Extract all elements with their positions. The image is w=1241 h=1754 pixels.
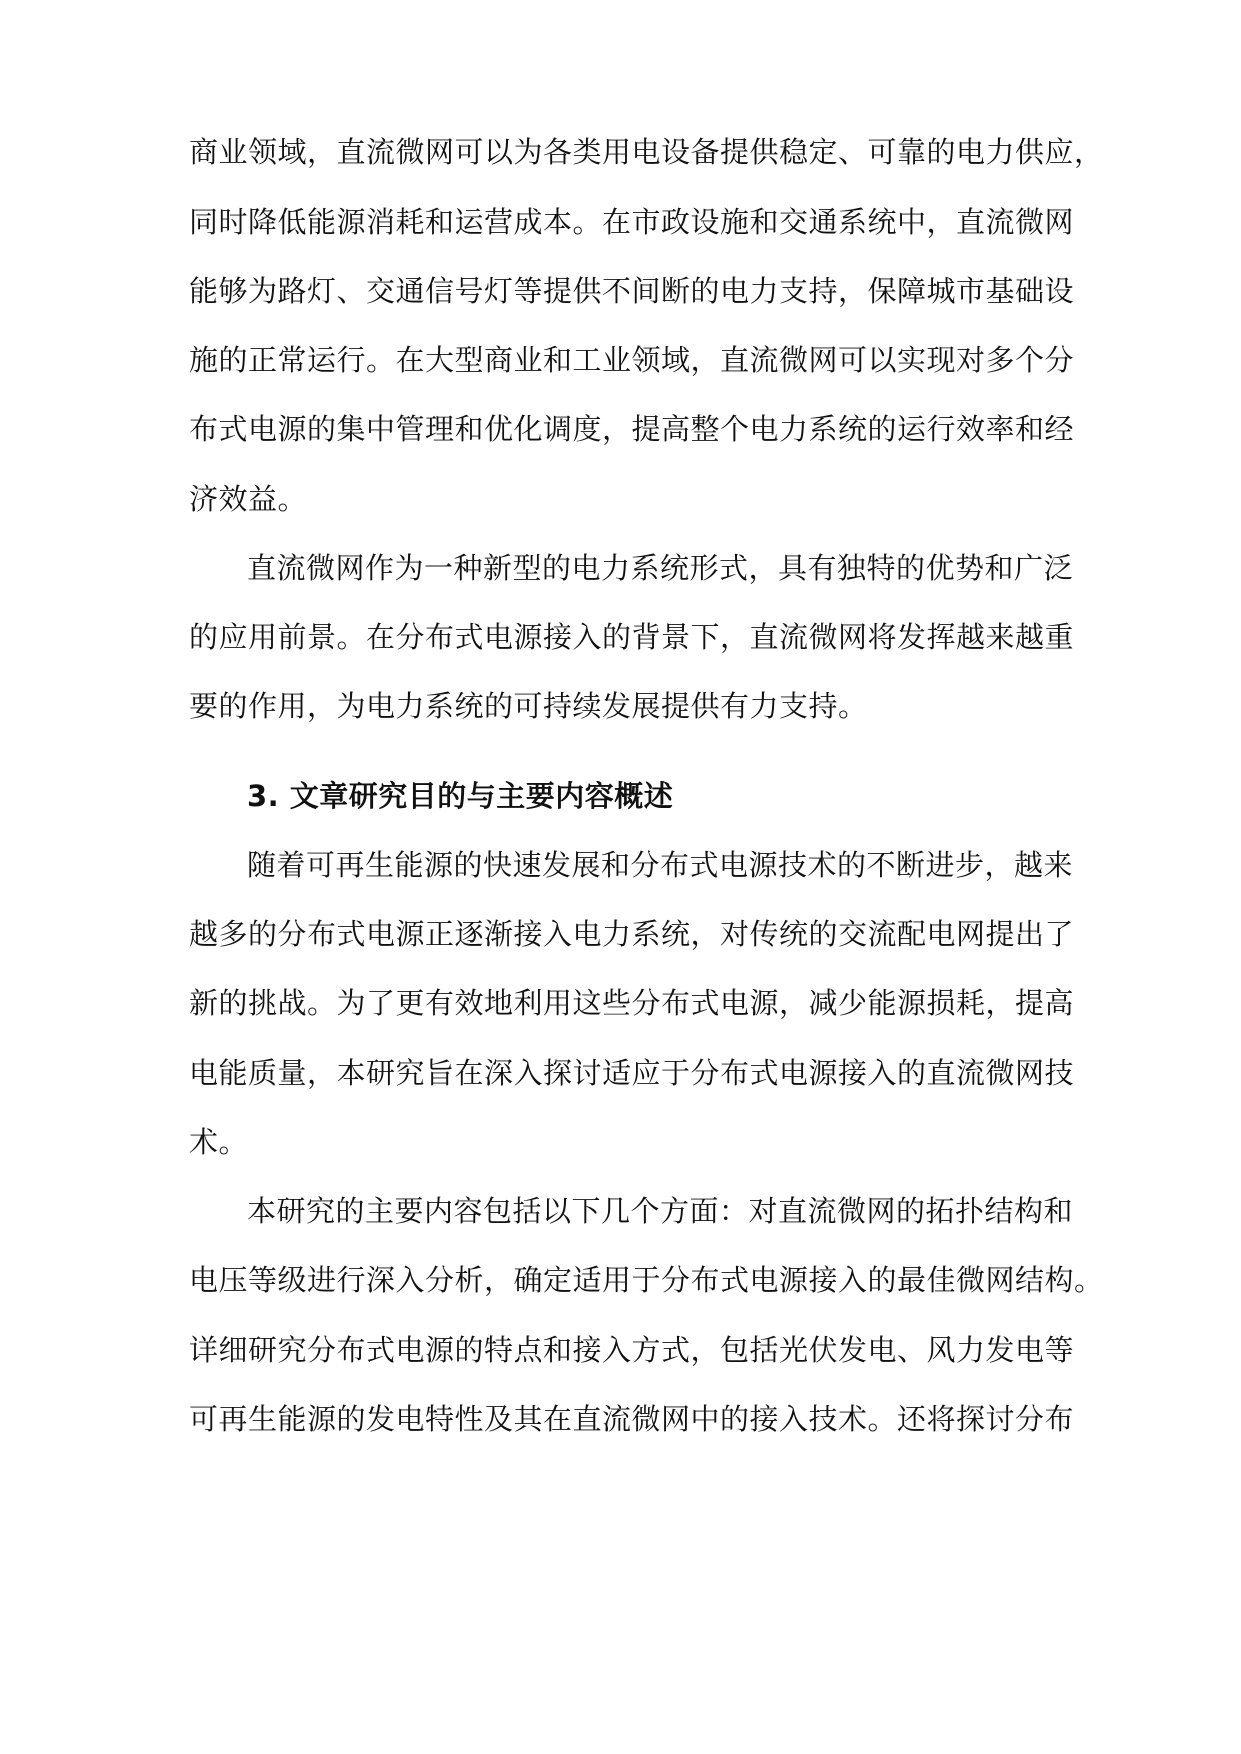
paragraph-line: 济效益。 xyxy=(189,482,308,516)
paragraph-line: 的应用前景。在分布式电源接入的背景下，直流微网将发挥越来越重 xyxy=(189,620,1075,654)
paragraph-line: 电能质量，本研究旨在深入探讨适应于分布式电源接入的直流微网技 xyxy=(189,1056,1075,1090)
paragraph-line: 越多的分布式电源正逐渐接入电力系统，对传统的交流配电网提出了 xyxy=(189,917,1075,951)
paragraph-line: 术。 xyxy=(189,1125,249,1159)
paragraph-line: 电压等级进行深入分析，确定适用于分布式电源接入的最佳微网结构。 xyxy=(189,1263,1104,1297)
paragraph-line: 同时降低能源消耗和运营成本。在市政设施和交通系统中，直流微网 xyxy=(189,205,1075,239)
paragraph-line: 能够为路灯、交通信号灯等提供不间断的电力支持，保障城市基础设 xyxy=(189,274,1075,308)
paragraph-line: 商业领域，直流微网可以为各类用电设备提供稳定、可靠的电力供应， xyxy=(189,135,1104,169)
paragraph-line: 新的挑战。为了更有效地利用这些分布式电源，减少能源损耗，提高 xyxy=(189,986,1075,1020)
paragraph-line: 要的作用，为电力系统的可持续发展提供有力支持。 xyxy=(189,689,868,723)
paragraph-line: 详细研究分布式电源的特点和接入方式，包括光伏发电、风力发电等 xyxy=(189,1333,1075,1367)
paragraph-line: 布式电源的集中管理和优化调度，提高整个电力系统的运行效率和经 xyxy=(189,412,1075,446)
paragraph-line: 本研究的主要内容包括以下几个方面：对直流微网的拓扑结构和 xyxy=(247,1194,1074,1228)
section-heading: 3. 文章研究目的与主要内容概述 xyxy=(247,779,674,813)
paragraph-line: 可再生能源的发电特性及其在直流微网中的接入技术。还将探讨分布 xyxy=(189,1402,1075,1436)
paragraph-line: 随着可再生能源的快速发展和分布式电源技术的不断进步，越来 xyxy=(247,848,1074,882)
paragraph-line: 直流微网作为一种新型的电力系统形式，具有独特的优势和广泛 xyxy=(247,551,1074,585)
paragraph-line: 施的正常运行。在大型商业和工业领域，直流微网可以实现对多个分 xyxy=(189,343,1075,377)
